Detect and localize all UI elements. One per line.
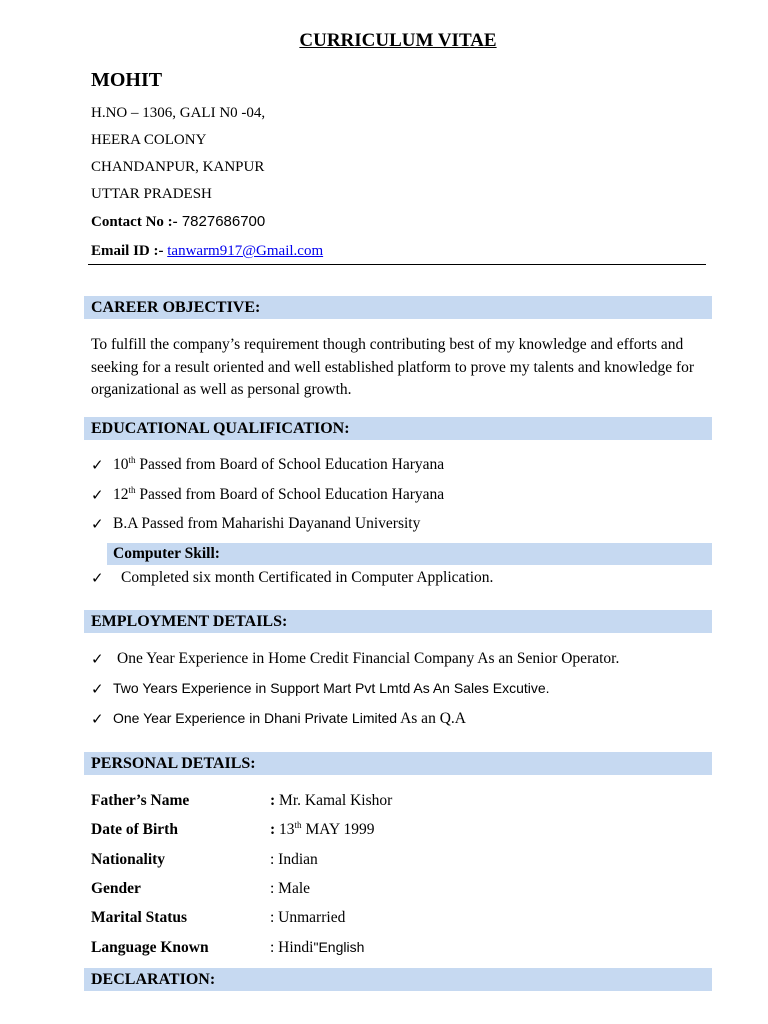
personal-label-dob: Date of Birth <box>91 821 178 838</box>
career-objective-heading-band <box>84 296 712 319</box>
contact-label: Contact No :- <box>91 214 178 230</box>
education-item-2-text: Passed from Board of School Education Haryana <box>135 486 445 503</box>
personal-details-heading-band <box>84 752 712 775</box>
employment-item-3-part-3: As an Q.A <box>397 710 466 727</box>
email-line <box>91 243 323 260</box>
education-item-1 <box>113 456 444 474</box>
employment-item-2: Two Years Experience in Support Mart Pvt Lmtd As An Sales Excutive. <box>113 680 550 696</box>
contact-number: 7827686700 <box>177 213 266 230</box>
career-objective-heading: CAREER OBJECTIVE: <box>91 299 261 316</box>
education-item-1-text: Passed from Board of School Education Haryana <box>135 456 445 473</box>
education-item-3: B.A Passed from Maharishi Dayanand University <box>113 515 421 532</box>
personal-value-father <box>270 792 392 810</box>
personal-label-nationality: Nationality <box>91 851 166 868</box>
personal-label-marital: Marital Status <box>91 909 188 926</box>
email-link[interactable]: tanwarm917@Gmail.com <box>167 243 324 259</box>
personal-value-dob-colon: : <box>270 821 276 838</box>
personal-value-father-colon: : <box>270 792 276 809</box>
employment-heading-band <box>84 610 712 633</box>
personal-value-language <box>270 939 364 957</box>
employment-item-1: One Year Experience in Home Credit Financial Company As an Senior Operator. <box>117 650 620 667</box>
education-item-2-number: 12 <box>113 486 129 503</box>
check-icon: ✓ <box>91 712 104 728</box>
personal-value-dob-day: 13 <box>275 821 295 838</box>
education-item-1-number: 10 <box>113 456 129 473</box>
personal-label-father: Father’s Name <box>91 792 190 809</box>
personal-value-dob-rest: MAY 1999 <box>301 821 375 838</box>
declaration-heading-band <box>84 968 712 991</box>
personal-value-marital: : Unmarried <box>270 909 346 926</box>
personal-label-language: Language Known <box>91 939 209 956</box>
header-divider <box>88 264 706 265</box>
personal-label-gender: Gender <box>91 880 141 897</box>
personal-value-nationality: : Indian <box>270 851 318 868</box>
address-line-1: H.NO – 1306, GALI N0 -04, <box>91 105 266 121</box>
email-label: Email ID :- <box>91 243 164 259</box>
personal-value-father-text: Mr. Kamal Kishor <box>275 792 393 809</box>
document-title: CURRICULUM VITAE <box>299 30 497 51</box>
candidate-name: MOHIT <box>91 69 163 91</box>
career-objective-text: To fulfill the company’s requirement though contributing best of my knowledge and efforts and seeking for a result oriented and well established platform to prove my talents and knowledge for organizational as well as personal growth. <box>91 336 695 399</box>
computer-skill-heading: Computer Skill: <box>113 545 220 562</box>
education-item-2-suffix: th <box>128 485 136 495</box>
check-icon: ✓ <box>91 652 104 668</box>
address-line-3: CHANDANPUR, KANPUR <box>91 159 265 175</box>
contact-line <box>91 213 265 231</box>
employment-item-3-company: Dhani Private Limited <box>264 710 398 726</box>
personal-value-language-a: : Hindi <box>270 939 314 956</box>
declaration-heading: DECLARATION: <box>91 971 216 988</box>
address-line-4: UTTAR PRADESH <box>91 186 212 202</box>
check-icon: ✓ <box>91 517 104 533</box>
personal-value-gender: : Male <box>270 880 311 897</box>
personal-details-heading: PERSONAL DETAILS: <box>91 755 256 772</box>
employment-item-3-part-1: One Year Experience in <box>113 710 264 726</box>
computer-skill-heading-band <box>107 543 712 565</box>
address-line-2: HEERA COLONY <box>91 132 207 148</box>
personal-value-dob-suffix: th <box>294 820 302 830</box>
computer-skill-item: Completed six month Certificated in Computer Application. <box>121 569 494 586</box>
check-icon: ✓ <box>91 571 104 587</box>
education-item-2 <box>113 486 444 504</box>
education-item-1-suffix: th <box>128 455 136 465</box>
education-heading: EDUCATIONAL QUALIFICATION: <box>91 420 350 437</box>
personal-value-language-b: "English <box>313 939 365 955</box>
education-heading-band <box>84 417 712 440</box>
check-icon: ✓ <box>91 488 104 504</box>
check-icon: ✓ <box>91 458 104 474</box>
employment-heading: EMPLOYMENT DETAILS: <box>91 613 288 630</box>
check-icon: ✓ <box>91 682 104 698</box>
employment-item-3 <box>113 710 466 728</box>
personal-value-dob <box>270 821 374 839</box>
